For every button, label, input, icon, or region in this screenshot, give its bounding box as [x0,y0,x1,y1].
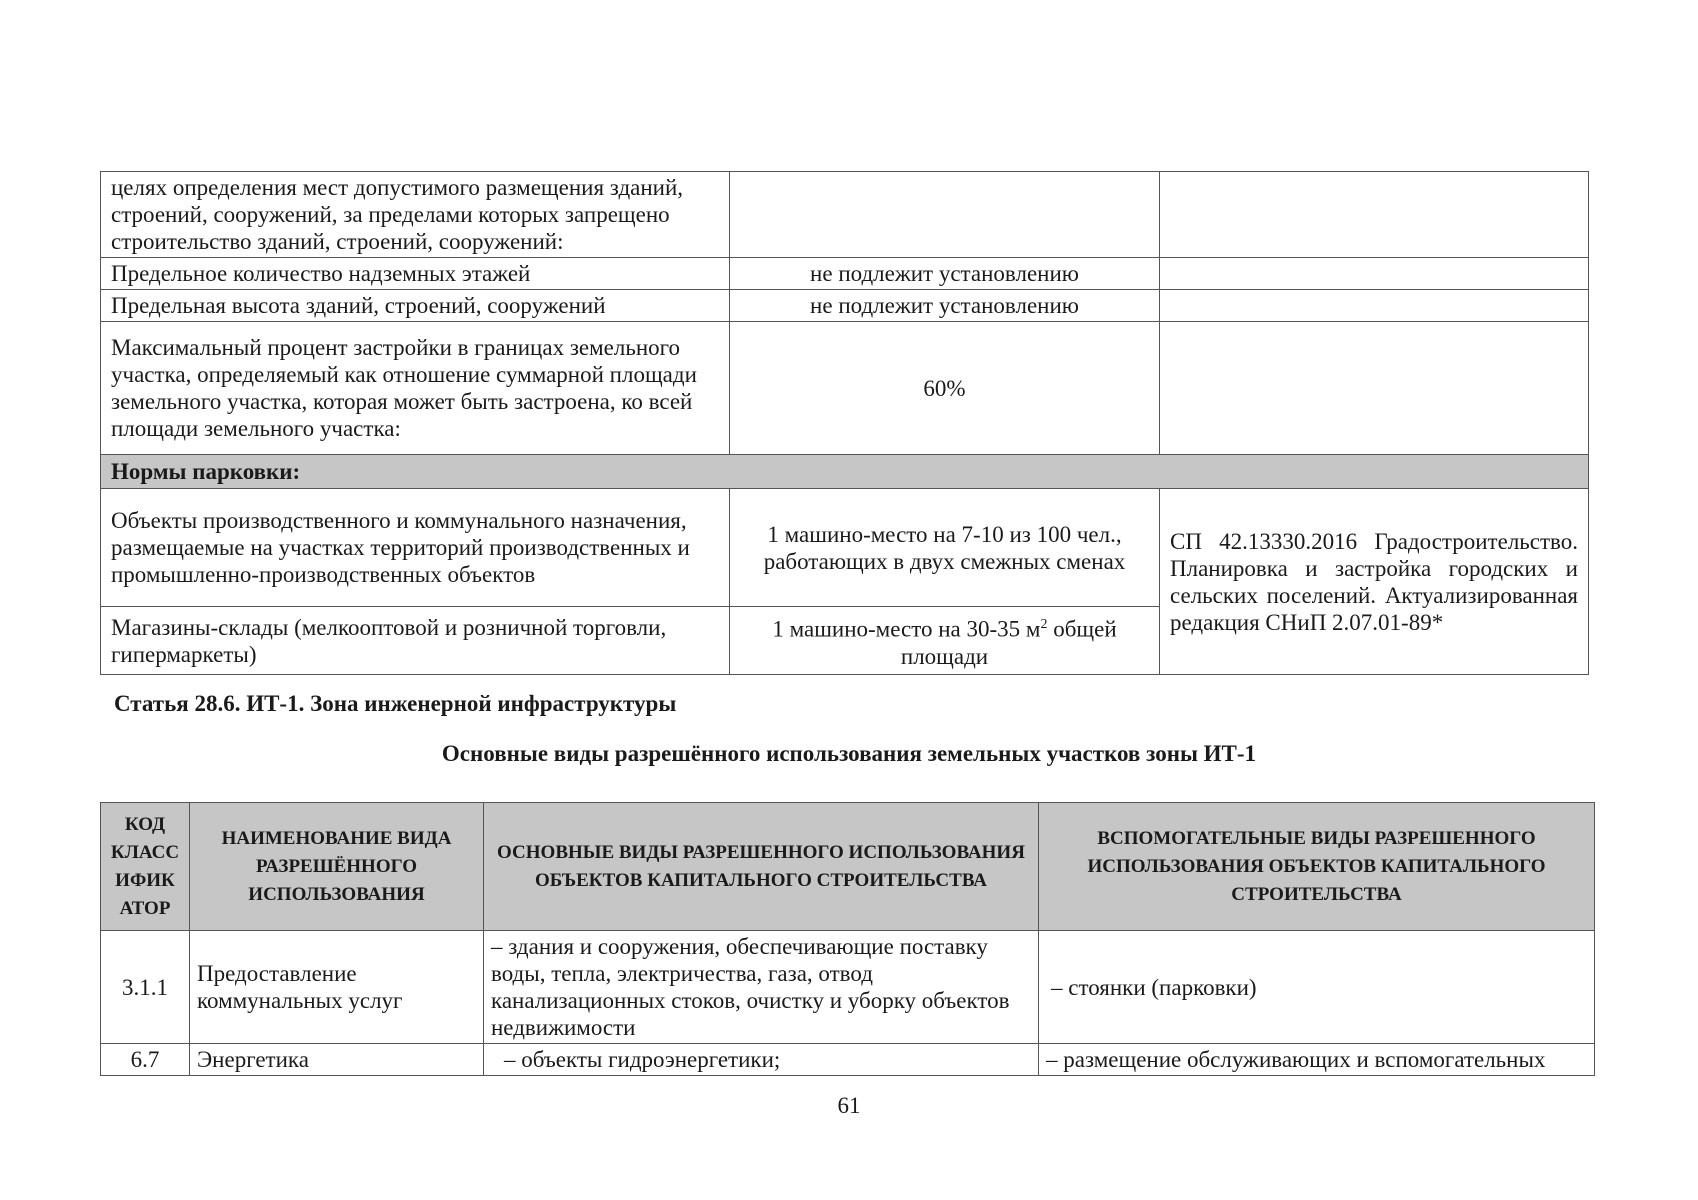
header-main-uses: ОСНОВНЫЕ ВИДЫ РАЗРЕШЕННОГО ИСПОЛЬЗОВАНИЯ ОБЪЕКТОВ КАПИТАЛЬНОГО СТРОИТЕЛЬСТВА [484,803,1039,931]
reference-cell [1160,172,1589,258]
article-title: Статья 28.6. ИТ-1. Зона инженерной инфраструктуры [114,691,677,716]
header-name: НАИМЕНОВАНИЕ ВИДА РАЗРЕШЁННОГО ИСПОЛЬЗОВАНИЯ [190,803,484,931]
permitted-use-table [100,802,1595,1076]
param-cell: Предельное количество надземных этажей [101,258,730,290]
header-code: КОД КЛАСС ИФИК АТОР [101,803,190,931]
table-row [101,931,1595,1044]
norm-prefix: 1 машино-место на 30-35 м [772,616,1041,642]
value-cell: не подлежит установлению [730,258,1160,290]
parking-object-cell: Объекты производственного и коммунального назначения, размещаемые на участках территорий производственных и промышленно-производственных объектов [101,489,730,607]
page-number: 61 [837,1093,861,1118]
parking-reference-cell: СП 42.13330.2016 Градостроительство. Планировка и застройка городских и сельских поселений. Актуализированная редакция СНиП 2.07.01-89* [1160,489,1589,675]
header-row [101,803,1595,931]
reference-cell [1160,290,1589,322]
table-row [101,489,1589,607]
table-row [101,172,1589,258]
norm-suffix: общей площади [900,616,1117,669]
reference-cell [1160,258,1589,290]
parking-object-cell: Магазины-склады (мелкооптовой и розничной торговли, гипермаркеты) [101,607,730,675]
zoning-parameters-table [100,171,1589,675]
parking-norm-cell: 1 машино-место на 7-10 из 100 чел., работающих в двух смежных сменах [730,489,1160,607]
name-cell: Энергетика [190,1044,484,1076]
reference-cell [1160,322,1589,455]
section-title: Нормы парковки: [101,455,1589,489]
table-subtitle: Основные виды разрешённого использования земельных участков зоны ИТ-1 [441,741,1257,766]
code-cell: 6.7 [101,1044,190,1076]
value-cell: 60% [730,322,1160,455]
aux-uses-cell: – размещение обслуживающих и вспомогательных [1039,1044,1595,1076]
table-row [101,1044,1595,1076]
header-aux-uses: ВСПОМОГАТЕЛЬНЫЕ ВИДЫ РАЗРЕШЕННОГО ИСПОЛЬЗОВАНИЯ ОБЪЕКТОВ КАПИТАЛЬНОГО СТРОИТЕЛЬСТВА [1039,803,1595,931]
table-row [101,322,1589,455]
aux-uses-cell: – стоянки (парковки) [1039,931,1595,1044]
value-cell: не подлежит установлению [730,290,1160,322]
name-cell: Предоставление коммунальных услуг [190,931,484,1044]
code-cell: 3.1.1 [101,931,190,1044]
section-row [101,455,1589,489]
table-row [101,258,1589,290]
value-cell [730,172,1160,258]
param-cell: Предельная высота зданий, строений, сооружений [101,290,730,322]
norm-superscript: 2 [1040,617,1048,633]
table-row [101,290,1589,322]
param-cell: целях определения мест допустимого размещения зданий, строений, сооружений, за пределами которых запрещено строительство зданий, строений, сооружений: [101,172,730,258]
parking-norm-cell [730,607,1160,675]
param-cell: Максимальный процент застройки в границах земельного участка, определяемый как отношение суммарной площади земельного участка, которая может быть застроена, ко всей площади земельного участка: [101,322,730,455]
main-uses-cell: – здания и сооружения, обеспечивающие поставку воды, тепла, электричества, газа, отвод канализационных стоков, очистку и уборку объектов недвижимости [484,931,1039,1044]
main-uses-cell: – объекты гидроэнергетики; [484,1044,1039,1076]
